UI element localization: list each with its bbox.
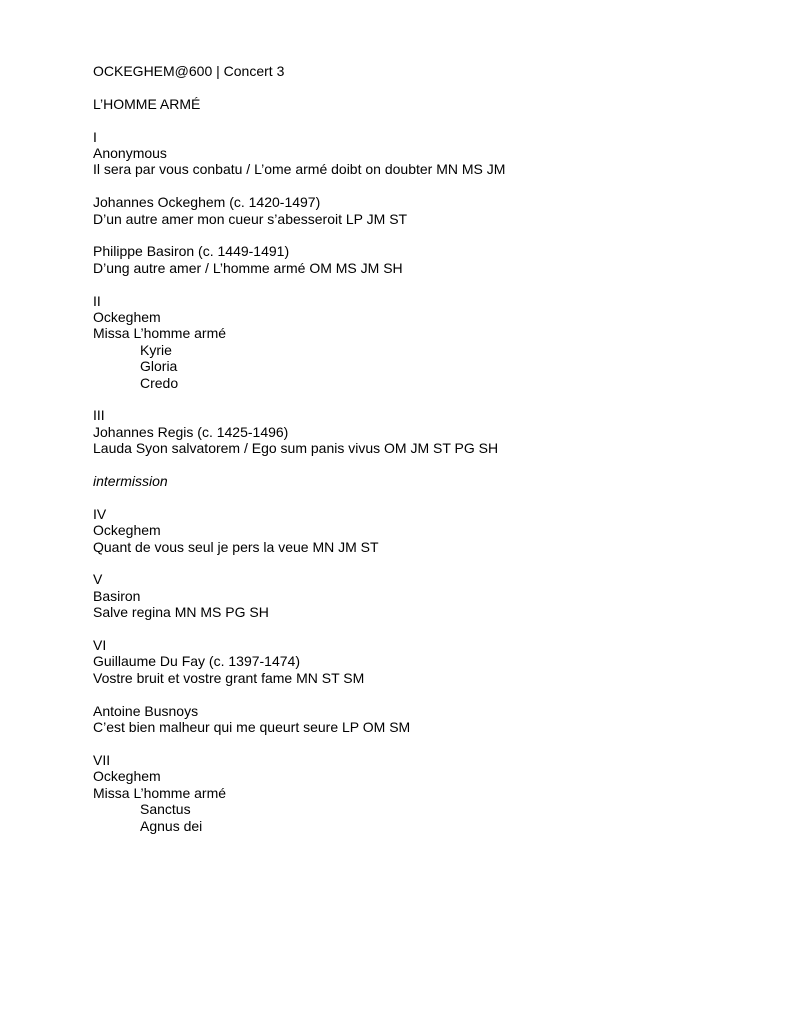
part-numeral-iii: III: [93, 407, 105, 424]
spacer: [93, 686, 733, 702]
intermission-label: intermission: [93, 473, 168, 490]
work-title: Salve regina MN MS PG SH: [93, 604, 269, 621]
composer: Johannes Ockeghem (c. 1420-1497): [93, 194, 321, 211]
spacer: [93, 489, 733, 505]
composer: Ockeghem: [93, 768, 161, 785]
program-title: L’HOMME ARMÉ: [93, 95, 201, 112]
work-title: C’est bien malheur qui me queurt seure LP OM SM: [93, 719, 411, 736]
composer: Basiron: [93, 587, 141, 604]
composer: Ockeghem: [93, 309, 161, 326]
movement: Credo: [140, 374, 179, 391]
work-title: Vostre bruit et vostre grant fame MN ST SM: [93, 669, 365, 686]
composer: Guillaume Du Fay (c. 1397-1474): [93, 653, 300, 670]
spacer: [93, 457, 733, 473]
spacer: [93, 621, 733, 637]
composer: Johannes Regis (c. 1425-1496): [93, 423, 289, 440]
concert-title: OCKEGHEM@600 | Concert 3: [93, 63, 285, 79]
part-numeral-ii: II: [93, 292, 101, 309]
part-numeral-vii: VII: [93, 751, 111, 768]
part-numeral-v: V: [93, 571, 103, 588]
program-text: [93, 63, 733, 834]
spacer: [93, 391, 733, 407]
work-title: D’ung autre amer / L’homme armé OM MS JM SH: [93, 259, 403, 276]
movement: Kyrie: [140, 341, 172, 358]
part-numeral-iv: IV: [93, 505, 107, 522]
composer: Ockeghem: [93, 522, 161, 539]
work-title: D’un autre amer mon cueur s’abesseroit LP JM ST: [93, 210, 408, 227]
spacer: [93, 555, 733, 571]
work-title: Lauda Syon salvatorem / Ego sum panis vivus OM JM ST PG SH: [93, 440, 499, 457]
movement: Sanctus: [140, 801, 191, 818]
work-title: Il sera par vous conbatu / L’ome armé doibt on doubter MN MS JM: [93, 161, 506, 178]
spacer: [93, 276, 733, 292]
composer: Antoine Busnoys: [93, 702, 199, 719]
spacer: [93, 112, 733, 128]
movement: Gloria: [140, 358, 178, 375]
spacer: [93, 178, 733, 194]
spacer: [93, 227, 733, 243]
composer: Philippe Basiron (c. 1449-1491): [93, 243, 290, 260]
part-numeral-vi: VI: [93, 637, 107, 654]
movement: Agnus dei: [140, 817, 203, 834]
work-title: Missa L’homme armé: [93, 784, 227, 801]
part-numeral-i: I: [93, 128, 97, 145]
spacer: [93, 735, 733, 751]
composer: Anonymous: [93, 145, 167, 161]
work-title: Quant de vous seul je pers la veue MN JM ST: [93, 538, 379, 555]
spacer: [93, 79, 733, 95]
work-title: Missa L’homme armé: [93, 325, 227, 342]
